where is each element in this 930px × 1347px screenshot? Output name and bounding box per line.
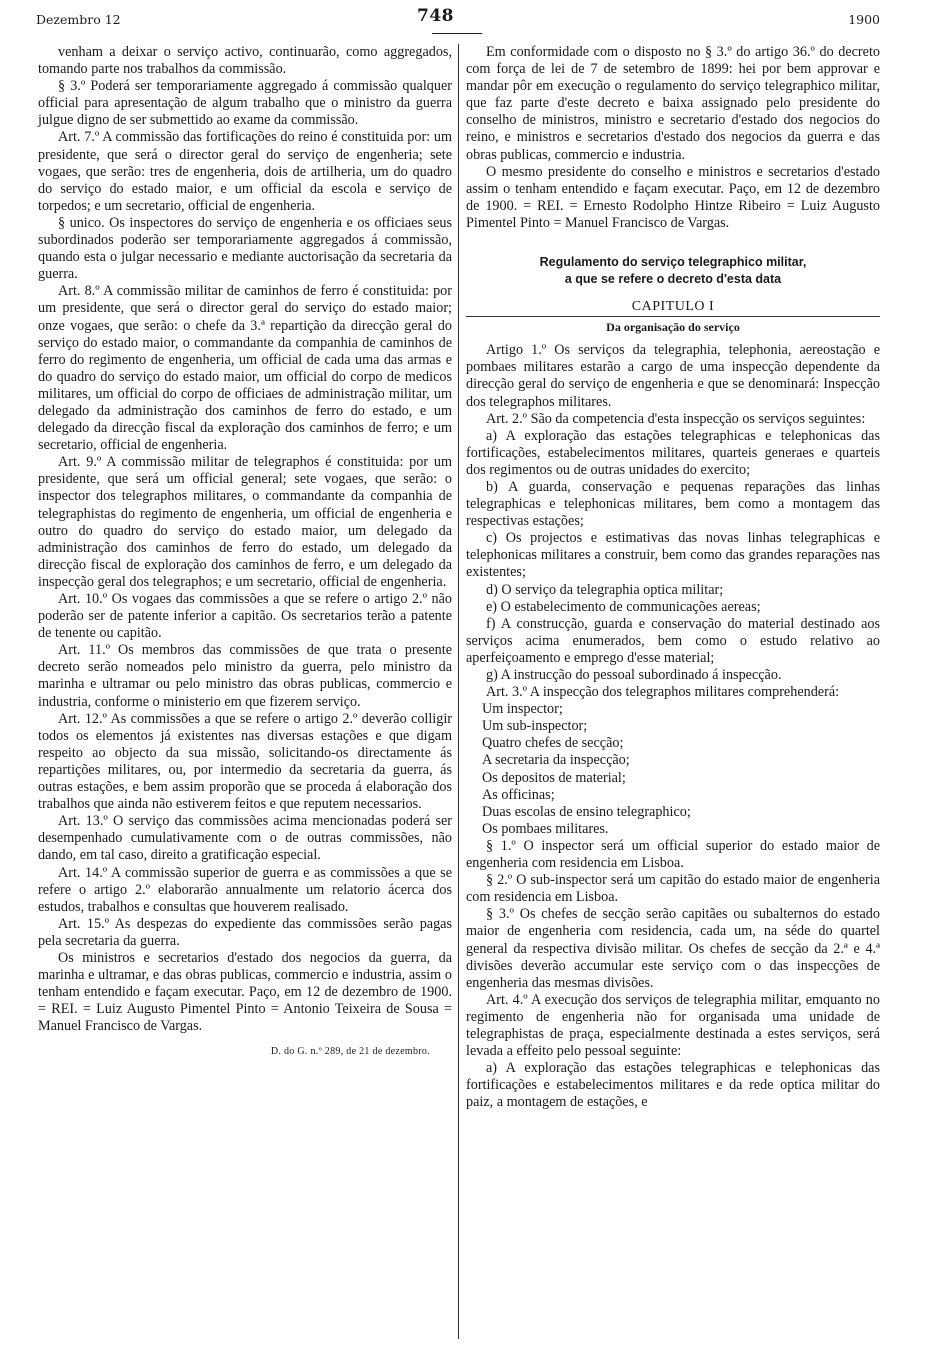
decree-paragraph: Em conformidade com o disposto no § 3.º do artigo 36.º do decreto com força de lei de 7 de setembro de 1899: hei por bem approvar e mandar pôr em execução o regulamento do serviço telegraphico militar, que faz parte d'este decreto e baixa assignado pelo presidente do conselho de ministros, ministro e secretario d'estado dos negocios do reino, e ministros e secretarios d'estado dos negocios da guerra e das obras publicas, commercio e industria. [466,44,880,163]
list-item: Os pombaes militares. [482,820,609,837]
paragraph: Artigo 1.º Os serviços da telegraphia, telephonia, aereostação e pombaes militares estarão a cargo de uma inspecção dependente da direcção geral do serviço de engenheria e que se denominará: Inspecção dos telegraphos militares. [466,342,880,410]
paragraph: Art. 10.º Os vogaes das commissões a que se refere o artigo 2.º não poderão ser de patente inferior a capitão. Os secretarios terão a patente de tenente ou capitão. [38,591,452,642]
paragraph: a) A exploração das estações telegraphicas e telephonicas das fortificações e estabelecimentos militares e da rede optica militar do paiz, a montagem de estações, e [466,1060,880,1111]
section-heading: Da organisação do serviço [606,320,740,335]
paragraph: a) A exploração das estações telegraphicas e telephonicas das fortificações, estabelecimentos militares, quarteis generaes e quarteis dos regimentos ou de outras unidades do exercito; [466,427,880,478]
paragraph: § 3.º Os chefes de secção serão capitães ou subalternos do estado maior de engenheria com residencia, cada um, na séde do quartel general da respectiva divisão militar. Os chefes de secção da 2.ª e 4.ª divisões deverão accumular este serviço com o das inspecções de engenheria das mesmas divisões. [466,906,880,991]
paragraph: § unico. Os inspectores do serviço de engenheria e os officiaes seus subordinados poderão ser temporariamente aggregados á commissão, quando esta o julgar necessario e mediante auctorisação da secretaria da guerra. [38,214,452,283]
paragraph: § 3.º Poderá ser temporariamente aggregado á commissão qualquer official para apresentação de algum trabalho que o ministro da guerra julgue digno de ser submettido ao exame da commissão. [38,78,452,129]
header-year: 1900 [848,12,880,27]
chapter-heading: CAPITULO I [631,299,715,315]
closing-paragraph: Os ministros e secretarios d'estado dos negocios da guerra, da marinha e ultramar, e das obras publicas, commercio e industria, assim o tenham entendido e façam executar. Paço, em 12 de dezembro de 1900. = REI. = Luiz Augusto Pimentel Pinto = Antonio Teixeira de Sousa = Manuel Francisco de Vargas. [38,949,452,1035]
paragraph: Art. 13.º O serviço das commissões acima mencionadas poderá ser desempenhado cumulativamente com o de outras commissões, não dando, em tal caso, direito a gratificação especial. [38,813,452,864]
paragraph: Art. 15.º As despezas do expediente das commissões serão pagas pela secretaria da guerra. [38,915,452,949]
list-item: Um inspector; [482,701,563,718]
page-number: 748 [417,6,454,26]
regulation-title-line2: a que se refere o decreto d'esta data [564,272,782,287]
section-rule [466,316,880,317]
paragraph: Art. 8.º A commissão militar de caminhos de ferro é constituida: por um presidente, que será o director geral do serviço do estado maior; onze vogaes, que serão: o chefe da 3.ª repartição da direcção geral do serviço do estado maior, o commandante da companhia de caminhos de ferro do regimento de engenheria, um official de cada uma das armas e do quadro do serviço do estado maior, um official do corpo de medicos militares, um official do corpo de officiaes de administração militar, um delegado da administração dos caminhos de ferro do estado, e um delegado da direcção fiscal da exploração dos caminhos de ferro; e um secretario, official de engenheria. [38,283,452,454]
regulation-title-line1: Regulamento do serviço telegraphico militar, [539,255,807,270]
paragraph: § 2.º O sub-inspector será um capitão do estado maior de engenheria com residencia em Lisboa. [466,872,880,906]
paragraph: venham a deixar o serviço activo, continuarão, como aggregados, tomando parte nos trabalhos da commissão. [38,44,452,78]
decree-signature-paragraph: O mesmo presidente do conselho e ministros e secretarios d'estado assim o tenham entendido e façam executar. Paço, em 12 de dezembro de 1900. = REI. = Ernesto Rodolpho Hintze Ribeiro = Luiz Augusto Pimentel Pinto = Manuel Francisco de Vargas. [466,163,880,231]
paragraph: Art. 14.º A commissão superior de guerra e as commissões a que se refere o artigo 2.º elaborarão annualmente um relatorio ácerca dos estudos, trabalhos e consultas que houverem realisado. [38,864,452,915]
paragraph: b) A guarda, conservação e pequenas reparações das linhas telegraphicas e telephonicas militares, bem como a montagem das respectivas estações; [466,478,880,530]
left-column [38,44,452,1061]
paragraph: Art. 4.º A execução dos serviços de telegraphia militar, emquanto no regimento de engenheria não for organisada uma unidade de telegraphistas de praça, especialmente destinada a estes serviços, será levada a effeito pelo pessoal seguinte: [466,991,880,1060]
paragraph: c) Os projectos e estimativas das novas linhas telegraphicas e telephonicas militares a construir, bem como das grandes reparações nas existentes; [466,530,880,581]
right-column [466,44,880,1111]
paragraph: g) A instrucção do pessoal subordinado á inspecção. [486,667,782,683]
paragraph: § 1.º O inspector será um official superior do estado maior de engenheria com residencia em Lisboa. [466,837,880,872]
list-item: Os depositos de material; [482,769,626,786]
paragraph: Art. 3.º A inspecção dos telegraphos militares comprehenderá: [486,684,840,701]
paragraph: e) O estabelecimento de communicações aereas; [486,598,761,615]
paragraph: Art. 7.º A commissão das fortificações do reino é constituida por: um presidente, que será o director geral do serviço de engenheria; sete vogaes, que serão: tres de engenheria, dois de artilheria, um do quadro do serviço do estado maior, e um official da escola e serviço de torpedos; e um secretario, official de engenheria. [38,129,452,214]
list-item: Um sub-inspector; [482,718,588,735]
header-rule [432,33,482,34]
list-item: Quatro chefes de secção; [482,735,624,752]
paragraph: Art. 2.º São da competencia d'esta inspecção os serviços seguintes: [486,410,866,427]
paragraph: Art. 12.º As commissões a que se refere o artigo 2.º deverão colligir todos os elementos já existentes nas diversas estações e que digam respeito ao objecto da sua missão, solicitando-os directamente ás repartições militares, ou, por intermedio da secretaria da guerra, ás outras estações, e bem assim proporão que se proceda á elaboração dos trabalhos que ainda não estiverem feitos e que reputem necessarios. [38,710,452,813]
list-item: A secretaria da inspecção; [482,752,630,769]
list-item: Duas escolas de ensino telegraphico; [482,803,691,820]
page-header [36,6,880,34]
paragraph: Art. 11.º Os membros das commissões de que trata o presente decreto serão nomeados pelo ministro da guerra, pelo ministro da marinha e ultramar ou pelo ministro das obras publicas, commercio e industria, conforme o ministerio em que fizerem serviço. [38,642,452,710]
paragraph: Art. 9.º A commissão militar de telegraphos é constituida: por um presidente, que será um official general; sete vogaes, que serão: o inspector dos telegraphos militares, o commandante da companhia de telegraphistas do regimento de engenheria, um official de engenheria e outro do quadro do serviço do estado maior, um delegado da administração dos caminhos de ferro do estado, um delegado da direcção fiscal de exploração dos caminhos de ferro, e um delegado da inspecção geral dos telegraphos; e um secretario, official de engenheria. [38,454,452,590]
column-divider [458,44,459,1339]
source-citation: D. do G. n.º 289, de 21 de dezembro. [270,1046,430,1058]
paragraph: d) O serviço da telegraphia optica militar; [486,581,724,598]
header-date: Dezembro 12 [36,12,121,27]
paragraph: f) A construcção, guarda e conservação do material destinado aos serviços acima enumerados, bem como o estudo relativo ao aperfeiçoamento e emprego d'esse material; [466,615,880,666]
list-item: As officinas; [482,786,555,803]
